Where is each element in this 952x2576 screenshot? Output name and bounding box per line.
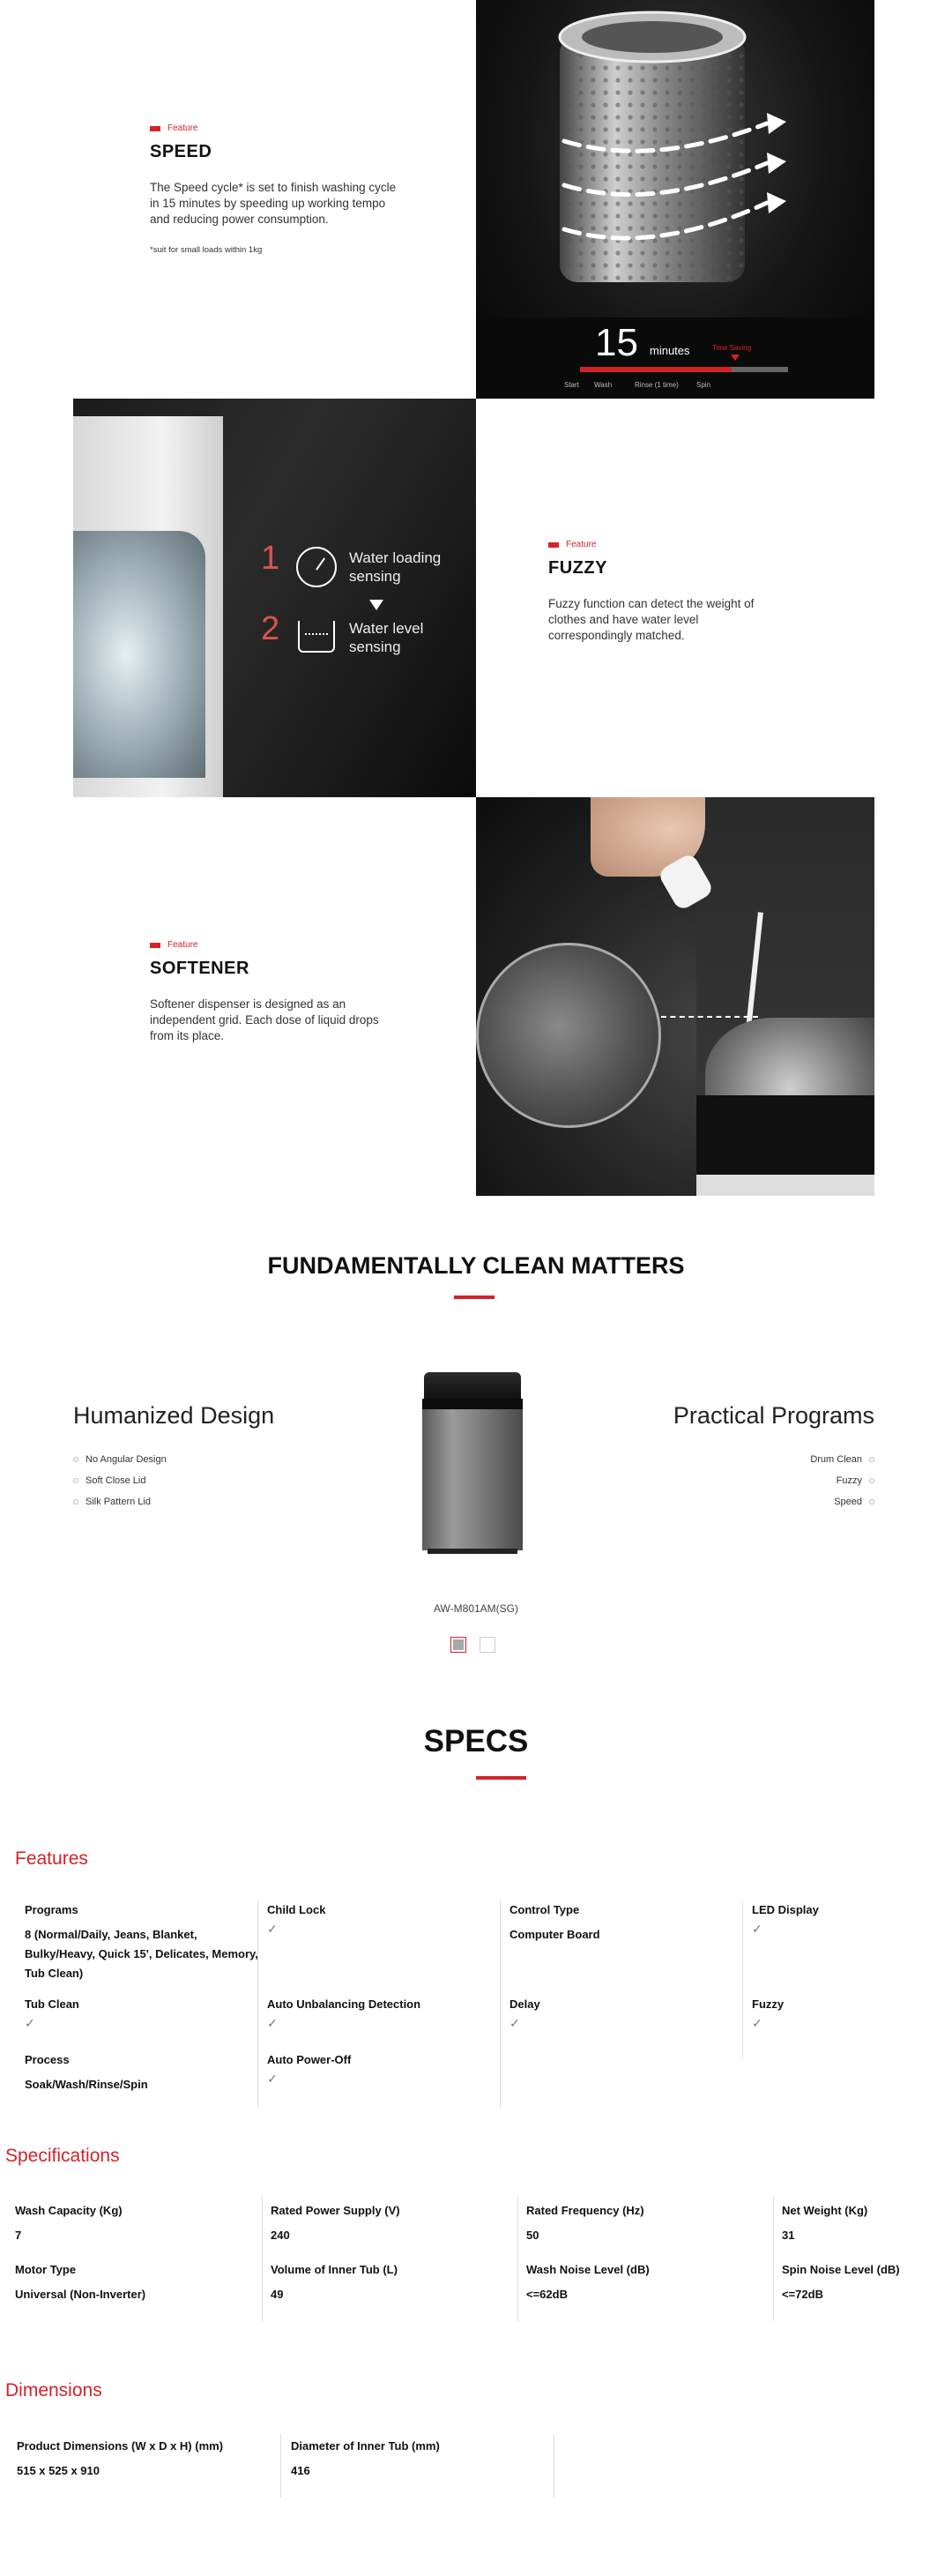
gauge-needle: [316, 557, 325, 570]
divider: [773, 2196, 774, 2321]
spec-value: 7: [15, 2229, 22, 2242]
spec-label: Delay: [509, 1997, 540, 2011]
spec-value: 31: [782, 2229, 795, 2242]
product-body: [422, 1409, 523, 1550]
features-title: Features: [15, 1848, 88, 1869]
progress-track: [580, 367, 788, 372]
fuzzy-text-block: [548, 540, 777, 644]
list-item-label: No Angular Design: [86, 1454, 167, 1465]
spec-value: 49: [271, 2288, 284, 2301]
spec-cell-spin-noise: [782, 2263, 945, 2304]
spec-cell-rated-frequency: [526, 2204, 764, 2245]
spec-label: Spin Noise Level (dB): [782, 2263, 900, 2276]
feature-desc-speed: The Speed cycle* is set to finish washing cycle in 15 minutes by speeding up working tempo and reducing power consumption.: [150, 181, 397, 226]
washer-front: [696, 1175, 874, 1196]
product-image: [419, 1372, 526, 1554]
time-saving-label: Time Saving: [712, 344, 752, 352]
spec-label: Child Lock: [267, 1903, 326, 1916]
softener-image-panel: [476, 797, 874, 1196]
list-item: [810, 1491, 874, 1512]
divider: [262, 2196, 263, 2321]
water-line: [305, 633, 328, 637]
fuzzy-image-panel: [73, 399, 476, 797]
feature-note-speed: *suit for small loads within 1kg: [150, 245, 263, 255]
divider: [742, 1900, 743, 2059]
check-icon: ✓: [752, 2016, 762, 2030]
tag-label: Feature: [167, 940, 198, 950]
feature-title-fuzzy: FUZZY: [548, 558, 607, 578]
speed-image-panel: [476, 0, 874, 399]
swatch-fill: [453, 1639, 464, 1650]
spec-cell-programs: [25, 1903, 263, 1983]
list-item: [810, 1470, 874, 1491]
product-panel: [422, 1399, 523, 1409]
check-icon: ✓: [25, 2016, 35, 2030]
bullet-dot: [869, 1499, 874, 1505]
spec-cell-product-dimensions: [17, 2439, 272, 2481]
specifications-title: Specifications: [5, 2146, 120, 2166]
spec-label: Net Weight (Kg): [782, 2204, 868, 2217]
spec-label: Wash Capacity (Kg): [15, 2204, 123, 2217]
spec-cell-auto-unbalancing: [267, 1997, 487, 2031]
left-title: Humanized Design: [73, 1402, 275, 1429]
spec-value: 50: [526, 2229, 539, 2242]
feature-desc-fuzzy: Fuzzy function can detect the weight of clothes and have water level correspondingly matched.: [548, 597, 755, 642]
step1-number: 1: [261, 540, 280, 577]
spec-label: LED Display: [752, 1903, 819, 1916]
list-item-label: Soft Close Lid: [86, 1475, 146, 1486]
bullet-dot: [869, 1478, 874, 1483]
spec-cell-wash-noise: [526, 2263, 764, 2304]
left-list: [73, 1449, 167, 1512]
bullet-dot: [73, 1499, 78, 1505]
list-item: [73, 1470, 167, 1491]
list-item: [73, 1491, 167, 1512]
divider: [280, 2434, 281, 2498]
product-base: [428, 1549, 517, 1554]
spec-cell-led-display: [752, 1903, 937, 1937]
spec-label: Auto Power-Off: [267, 2053, 352, 2066]
spec-value: <=62dB: [526, 2288, 568, 2301]
spec-value: 515 x 525 x 910: [17, 2464, 100, 2477]
zoom-circle: [476, 943, 661, 1128]
swatch-fill: [480, 1638, 495, 1652]
spec-label: Tub Clean: [25, 1997, 79, 2011]
list-item: [73, 1449, 167, 1470]
timer-value: 15: [595, 321, 638, 364]
spec-label: Process: [25, 2053, 70, 2066]
step1-label: Water loading sensing: [349, 549, 442, 585]
down-arrow-icon: [369, 600, 383, 610]
color-swatch-white[interactable]: [480, 1637, 495, 1653]
spec-label: Programs: [25, 1903, 78, 1916]
drum-illustration: [476, 0, 874, 317]
divider: [517, 2196, 518, 2321]
feature-desc-softener: Softener dispenser is designed as an independent grid. Each dose of liquid drops from its place.: [150, 997, 379, 1042]
right-title: Practical Programs: [673, 1402, 874, 1429]
spec-cell-tub-clean: [25, 1997, 245, 2031]
spec-value: <=72dB: [782, 2288, 823, 2301]
bullet-dot: [869, 1457, 874, 1462]
dimensions-title: Dimensions: [5, 2380, 102, 2401]
timer-unit: minutes: [650, 344, 690, 357]
clean-heading: FUNDAMENTALLY CLEAN MATTERS: [267, 1252, 685, 1279]
feature-title-softener: SOFTENER: [150, 959, 249, 978]
spec-label: Wash Noise Level (dB): [526, 2263, 650, 2276]
check-icon: ✓: [267, 2016, 278, 2030]
spec-cell-wash-capacity: [15, 2204, 253, 2245]
spec-label: Control Type: [509, 1903, 580, 1916]
color-swatch-grey[interactable]: [450, 1637, 466, 1653]
specs-heading: SPECS: [423, 1724, 529, 1758]
spec-cell-fuzzy: [752, 1997, 937, 2031]
speed-text-block: [150, 123, 405, 255]
list-item-label: Fuzzy: [836, 1475, 862, 1486]
check-icon: ✓: [752, 1922, 762, 1936]
spec-value: 240: [271, 2229, 290, 2242]
water-level-icon: [298, 621, 335, 653]
tag-label: Feature: [566, 540, 597, 549]
divider: [500, 1900, 501, 2108]
spec-cell-inner-tub-diameter: [291, 2439, 547, 2481]
feature-tag: [150, 940, 405, 950]
spec-cell-process: [25, 2053, 245, 2094]
feature-tag: [150, 123, 405, 133]
heading-underline: [454, 1295, 495, 1299]
bullet-dot: [73, 1457, 78, 1462]
spec-cell-inner-tub-volume: [271, 2263, 509, 2304]
spec-value: 416: [291, 2464, 310, 2477]
timer-bar-area: [476, 317, 874, 399]
spec-value: 8 (Normal/Daily, Jeans, Blanket, Bulky/Heavy, Quick 15', Delicates, Memory, Tub Clean): [25, 1928, 258, 1980]
right-list: [810, 1449, 874, 1512]
stage-wash: Wash: [594, 381, 613, 389]
callout-line: [661, 1016, 758, 1018]
spec-label: Motor Type: [15, 2263, 77, 2276]
spec-cell-net-weight: [782, 2204, 945, 2245]
time-saving-arrow: [731, 355, 740, 361]
check-icon: ✓: [267, 1922, 278, 1936]
check-icon: ✓: [509, 2016, 520, 2030]
list-item-label: Drum Clean: [810, 1454, 862, 1465]
list-item-label: Speed: [834, 1497, 862, 1507]
model-label: AW-M801AM(SG): [433, 1602, 518, 1615]
spec-label: Auto Unbalancing Detection: [267, 1997, 421, 2011]
step2-number: 2: [261, 610, 280, 647]
spec-cell-auto-power-off: [267, 2053, 487, 2087]
spec-label: Rated Frequency (Hz): [526, 2204, 644, 2217]
water-splash: [73, 531, 205, 778]
spec-cell-motor-type: [15, 2263, 253, 2304]
tag-label: Feature: [167, 123, 198, 133]
spec-label: Fuzzy: [752, 1997, 785, 2011]
spec-label: Volume of Inner Tub (L): [271, 2263, 398, 2276]
list-item: [810, 1449, 874, 1470]
tag-bar: [150, 943, 160, 948]
gauge-icon: [296, 547, 337, 587]
spec-label: Rated Power Supply (V): [271, 2204, 400, 2217]
spec-cell-control-type: [509, 1903, 730, 1945]
tag-bar: [150, 126, 160, 131]
stage-start: Start: [564, 381, 579, 389]
spec-value: Computer Board: [509, 1928, 600, 1941]
specs-underline: [476, 1776, 526, 1780]
spec-value: Soak/Wash/Rinse/Spin: [25, 2078, 148, 2091]
spec-label: Product Dimensions (W x D x H) (mm): [17, 2439, 224, 2453]
stage-labels: [564, 381, 793, 392]
softener-text-block: [150, 940, 405, 1044]
check-icon: ✓: [267, 2072, 278, 2086]
spec-label: Diameter of Inner Tub (mm): [291, 2439, 440, 2453]
list-item-label: Silk Pattern Lid: [86, 1497, 151, 1507]
bullet-dot: [73, 1478, 78, 1483]
feature-tag: [548, 540, 777, 549]
stage-rinse: Rinse (1 time): [635, 381, 679, 389]
spec-value: Universal (Non-Inverter): [15, 2288, 146, 2301]
product-lid: [424, 1372, 521, 1399]
control-panel: [696, 1095, 874, 1175]
spec-cell-delay: [509, 1997, 730, 2031]
feature-title-speed: SPEED: [150, 142, 212, 161]
stage-spin: Spin: [696, 381, 711, 389]
spec-cell-rated-power: [271, 2204, 509, 2245]
step2-label: Water level sensing: [349, 620, 424, 655]
tag-bar: [548, 542, 559, 548]
spec-cell-child-lock: [267, 1903, 487, 1937]
progress-fill: [580, 367, 732, 372]
